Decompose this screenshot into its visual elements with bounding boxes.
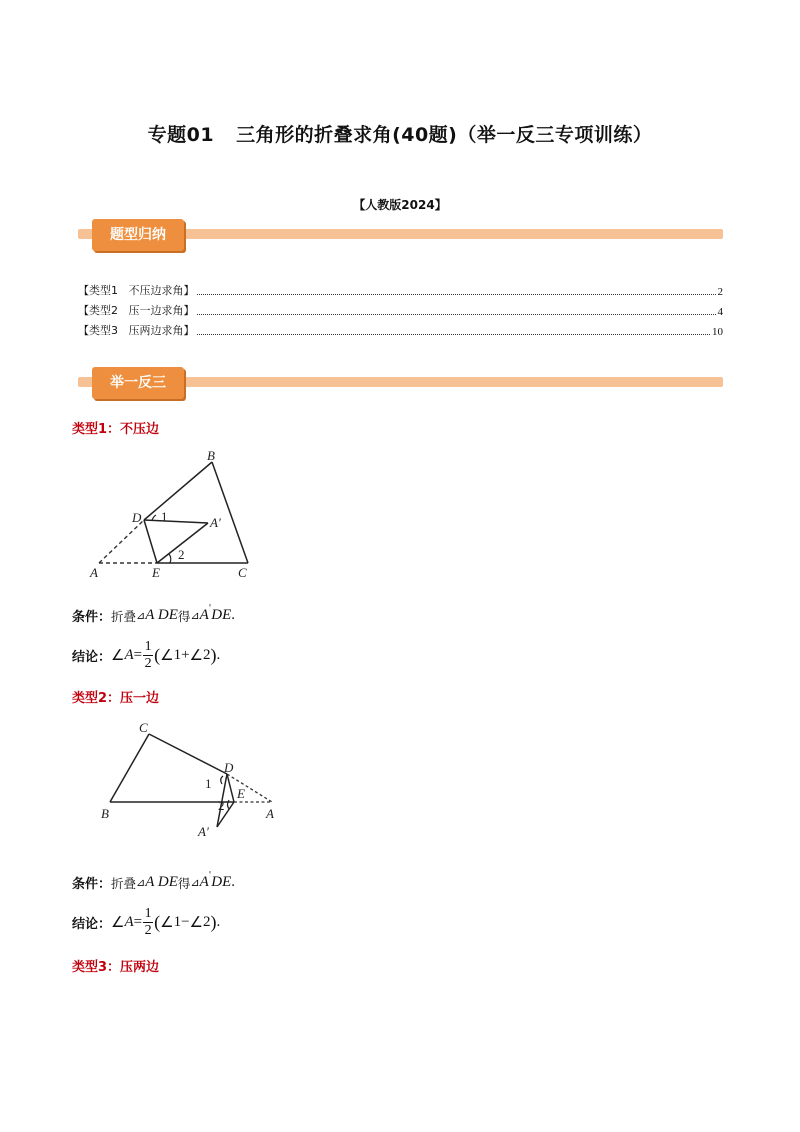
title-part1: 专题01: [147, 124, 215, 146]
num-2: 2: [202, 647, 211, 663]
type1-figure: [72, 445, 272, 585]
edition-label: 【人教版2024】: [353, 198, 447, 212]
math-ade: A DE: [145, 607, 178, 623]
label-B: B: [101, 806, 109, 821]
label-D: D: [132, 510, 142, 525]
paren-right: ): [210, 912, 217, 932]
operator: +: [181, 647, 190, 663]
math-a: A: [124, 914, 134, 930]
label-E: E: [237, 786, 245, 801]
side-bc: [110, 734, 149, 802]
angle-symbol: ∠: [160, 915, 174, 931]
toc-row-2[interactable]: [78, 300, 723, 318]
triangle-symbol: ⊿: [136, 610, 146, 622]
side-bc: [212, 462, 248, 563]
fraction-half: $\frac{1}{2}$: [144, 906, 152, 938]
math-a-prime: A: [199, 607, 209, 623]
paren-left: (: [154, 912, 161, 932]
side-db: [144, 462, 212, 520]
type1-conclusion: [72, 640, 220, 671]
equals: =: [133, 914, 143, 930]
type1-condition: [72, 603, 236, 625]
label-A: A: [266, 806, 274, 821]
angle-1-arc: [152, 515, 156, 520]
paren-right: ): [210, 645, 217, 665]
toc-leader: [197, 334, 711, 335]
document-title: [0, 120, 800, 147]
toc-leader: [197, 314, 716, 315]
type1-heading: 类型1：不压边: [72, 422, 160, 437]
period: .: [216, 914, 221, 930]
angle-symbol: ∠: [160, 648, 174, 664]
angle-symbol: ∠: [111, 648, 125, 664]
math-a-prime: A: [199, 874, 209, 890]
label-E: E: [152, 565, 160, 580]
conclusion-label: 结论：: [72, 917, 112, 932]
section-tab-summary: 题型归纳: [92, 219, 184, 251]
toc-page: 10: [712, 326, 723, 338]
side-da2: [144, 520, 208, 523]
condition-text: 折叠: [111, 875, 137, 891]
conclusion-label: 结论：: [72, 650, 112, 665]
operator: −: [181, 914, 190, 930]
condition-label: 条件：: [72, 877, 112, 892]
label-2: 2: [218, 798, 225, 813]
type2-heading: 类型2：压一边: [72, 691, 160, 706]
label-1: 1: [205, 776, 212, 791]
toc-page: 4: [717, 306, 723, 318]
period: .: [231, 874, 236, 890]
fold-line-de: [144, 520, 157, 563]
toc-label: 【类型1 不压边求角】: [78, 284, 195, 297]
type2-condition: [72, 870, 236, 892]
section-tab-practice: 举一反三: [92, 367, 184, 399]
toc-label: 【类型2 压一边求角】: [78, 304, 195, 317]
title-part2: 三角形的折叠求角(40题)（举一反三专项训练）: [236, 124, 653, 146]
label-A: A: [90, 565, 98, 580]
math-ade: A DE: [145, 874, 178, 890]
triangle-symbol: ⊿: [136, 877, 146, 889]
toc-label: 【类型3 压两边求角】: [78, 324, 195, 337]
toc-row-1[interactable]: [78, 280, 723, 298]
label-2: 2: [178, 547, 185, 562]
num-1: 1: [173, 914, 182, 930]
label-1: 1: [161, 509, 168, 524]
triangle-symbol: ⊿: [190, 877, 200, 889]
equals: =: [133, 647, 143, 663]
label-C: C: [238, 565, 247, 580]
condition-label: 条件：: [72, 610, 112, 625]
condition-word: 得: [177, 608, 191, 624]
prime-mark: ': [208, 603, 212, 614]
label-A-prime: A′: [198, 824, 209, 839]
period: .: [216, 647, 221, 663]
label-D: D: [224, 760, 234, 775]
label-B: B: [207, 448, 215, 463]
angle-symbol: ∠: [189, 915, 203, 931]
type2-conclusion: [72, 907, 220, 938]
angle-2-arc: [169, 554, 171, 563]
math-a: A: [124, 647, 134, 663]
period: .: [231, 607, 236, 623]
side-cd: [149, 734, 227, 774]
num-1: 1: [173, 647, 182, 663]
fold-dashed-ad: [99, 520, 144, 563]
num-2: 2: [202, 914, 211, 930]
triangle-symbol: ⊿: [190, 610, 200, 622]
angle-2-arc: [228, 800, 230, 809]
toc-page: 2: [717, 286, 723, 298]
type3-heading: 类型3：压两边: [72, 960, 160, 975]
fold-dashed-da: [227, 774, 272, 802]
math-de: DE: [211, 874, 232, 890]
label-A-prime: A′: [210, 515, 221, 530]
angle-1-arc: [221, 776, 223, 784]
prime-mark: ': [208, 870, 212, 881]
condition-word: 得: [177, 875, 191, 891]
toc-leader: [197, 294, 716, 295]
condition-text: 折叠: [111, 608, 137, 624]
label-C: C: [139, 720, 148, 735]
toc-row-3[interactable]: [78, 320, 723, 338]
math-de: DE: [211, 607, 232, 623]
angle-symbol: ∠: [189, 648, 203, 664]
paren-left: (: [154, 645, 161, 665]
fraction-half: $\frac{1}{2}$: [144, 639, 152, 671]
angle-symbol: ∠: [111, 915, 125, 931]
type2-figure: [72, 712, 302, 852]
